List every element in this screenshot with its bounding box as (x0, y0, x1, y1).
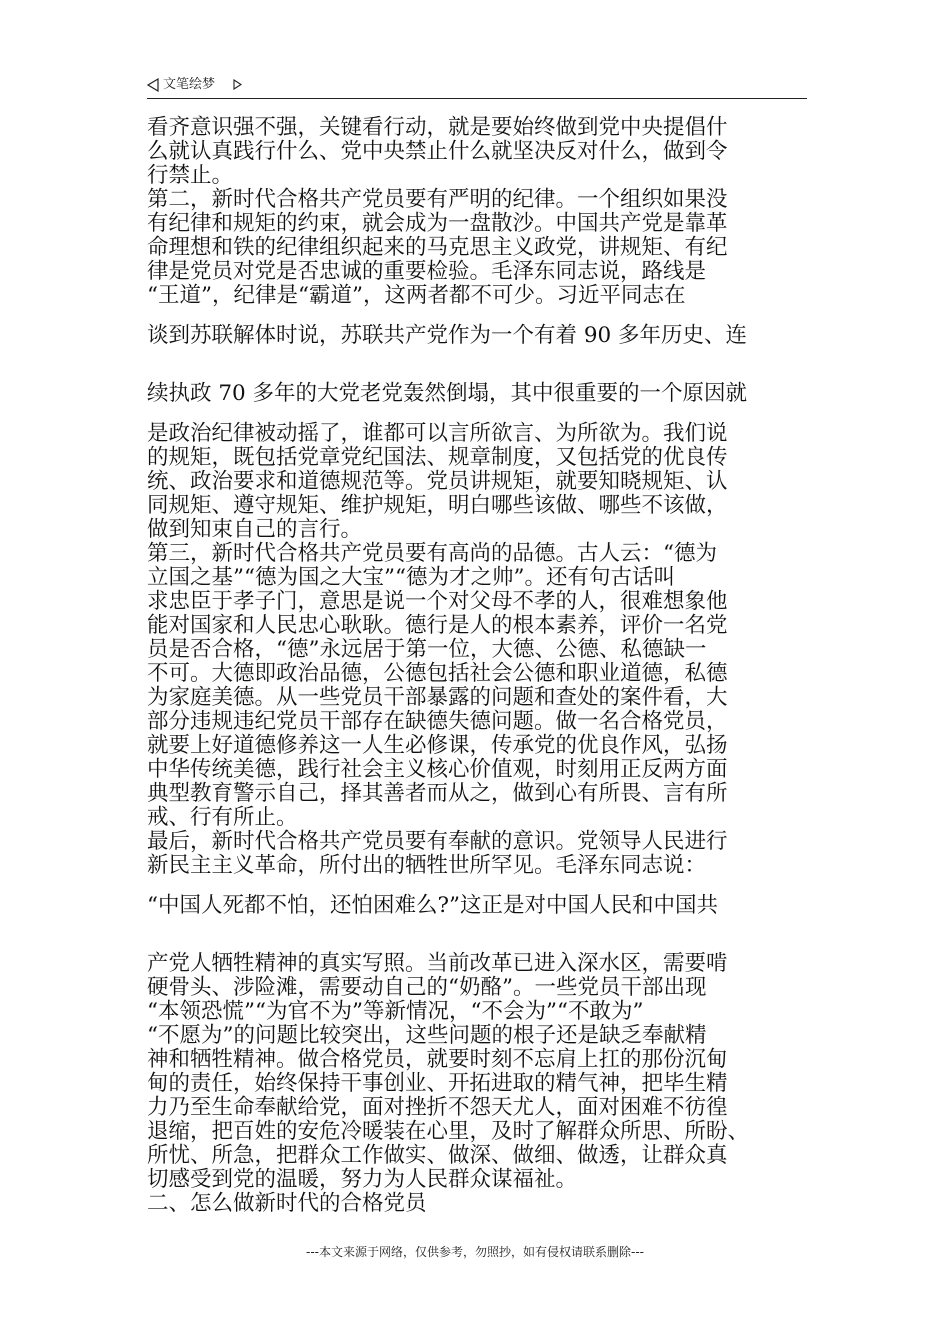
text-line: 典型教育警示自己，择其善者而从之，做到心有所畏、言有所 (147, 781, 728, 806)
text-line: 谈到苏联解体时说，苏联共产党作为一个有着 90 多年历史、连 (147, 323, 748, 348)
text-line: 第二，新时代合格共产党员要有严明的纪律。一个组织如果没 (147, 187, 728, 212)
text-line: 命理想和铁的纪律组织起来的马克思主义政党，讲规矩、有纪 (147, 235, 728, 260)
text-line: 部分违规违纪党员干部存在缺德失德问题。做一名合格党员， (147, 709, 728, 734)
text-line: 产党人牺牲精神的真实写照。当前改革已进入深水区，需要啃 (147, 951, 728, 976)
text-line: 力乃至生命奉献给党，面对挫折不怨天尤人，面对困难不彷徨 (147, 1095, 728, 1120)
text-line: 第三，新时代合格共产党员要有高尚的品德。古人云：“德为 (147, 541, 717, 566)
text-line: 能对国家和人民忠心耿耿。德行是人的根本素养，评价一名党 (147, 613, 728, 638)
text-line: 就要上好道德修养这一人生必修课，传承党的优良作风，弘扬 (147, 733, 728, 758)
text-line: 戒、行有所止。 (147, 805, 298, 830)
section-heading: 二、怎么做新时代的合格党员 (147, 1191, 427, 1216)
text-line: 新民主主义革命，所付出的牺牲世所罕见。毛泽东同志说： (147, 853, 707, 878)
triangle-right-icon (233, 79, 242, 90)
page-header (147, 74, 807, 99)
text-line: 员是否合格，“德”永远居于第一位，大德、公德、私德缺一 (147, 637, 707, 662)
text-line: 神和牺牲精神。做合格党员，就要时刻不忘肩上扛的那份沉甸 (147, 1047, 728, 1072)
text-line: 硬骨头、涉险滩，需要动自己的“奶酪”。一些党员干部出现 (147, 975, 707, 1000)
text-line: 的规矩，既包括党章党纪国法、规章制度，又包括党的优良传 (147, 445, 728, 470)
text-line: 是政治纪律被动摇了，谁都可以言所欲言、为所欲为。我们说 (147, 421, 728, 446)
text-line: 求忠臣于孝子门，意思是说一个对父母不孝的人，很难想象他 (147, 589, 728, 614)
text-line: 中华传统美德，践行社会主义核心价值观，时刻用正反两方面 (147, 757, 728, 782)
text-line: 为家庭美德。从一些党员干部暴露的问题和查处的案件看，大 (147, 685, 728, 710)
text-line: 退缩，把百姓的安危冷暖装在心里，及时了解群众所思、所盼、 (147, 1119, 750, 1144)
text-line: 看齐意识强不强，关键看行动，就是要始终做到党中央提倡什 (147, 115, 728, 140)
text-line: 甸的责任，始终保持干事创业、开拓进取的精气神，把毕生精 (147, 1071, 728, 1096)
text-line: “王道”，纪律是“霸道”，这两者都不可少。习近平同志在 (147, 283, 686, 308)
triangle-left-icon (147, 78, 159, 92)
header-brand: 文笔绘梦 (163, 77, 216, 92)
text-line: 立国之基”“德为国之大宝”“德为才之帅”。还有句古话叫 (147, 565, 675, 590)
text-line: 同规矩、遵守规矩、维护规矩，明白哪些该做、哪些不该做， (147, 493, 728, 518)
text-line: 律是党员对党是否忠诚的重要检验。毛泽东同志说，路线是 (147, 259, 707, 284)
text-line: 所忧、所急，把群众工作做实、做深、做细、做透，让群众真 (147, 1143, 728, 1168)
text-line: 行禁止。 (147, 163, 234, 188)
text-line: “中国人死都不怕，还怕困难么?”这正是对中国人民和中国共 (147, 893, 719, 918)
text-line: 有纪律和规矩的约束，就会成为一盘散沙。中国共产党是靠革 (147, 211, 728, 236)
text-line: 不可。大德即政治品德，公德包括社会公德和职业道德，私德 (147, 661, 728, 686)
text-line: 续执政 70 多年的大党老党轰然倒塌，其中很重要的一个原因就 (147, 381, 748, 406)
text-line: 最后，新时代合格共产党员要有奉献的意识。党领导人民进行 (147, 829, 728, 854)
document-body (147, 116, 817, 1216)
text-line: 切感受到党的温暖，努力为人民群众谋福祉。 (147, 1167, 578, 1192)
text-line: 做到知束自己的言行。 (147, 517, 363, 542)
text-line: 统、政治要求和道德规范等。党员讲规矩，就要知晓规矩、认 (147, 469, 728, 494)
footer-disclaimer: ---本文来源于网络，仅供参考，勿照抄，如有侵权请联系删除--- (306, 1245, 644, 1259)
text-line: “本领恐慌”“为官不为”等新情况，“不会为”“不敢为” (147, 999, 644, 1024)
text-line: “不愿为”的问题比较突出，这些问题的根子还是缺乏奉献精 (147, 1023, 707, 1048)
text-line: 么就认真践行什么、党中央禁止什么就坚决反对什么，做到令 (147, 139, 728, 164)
